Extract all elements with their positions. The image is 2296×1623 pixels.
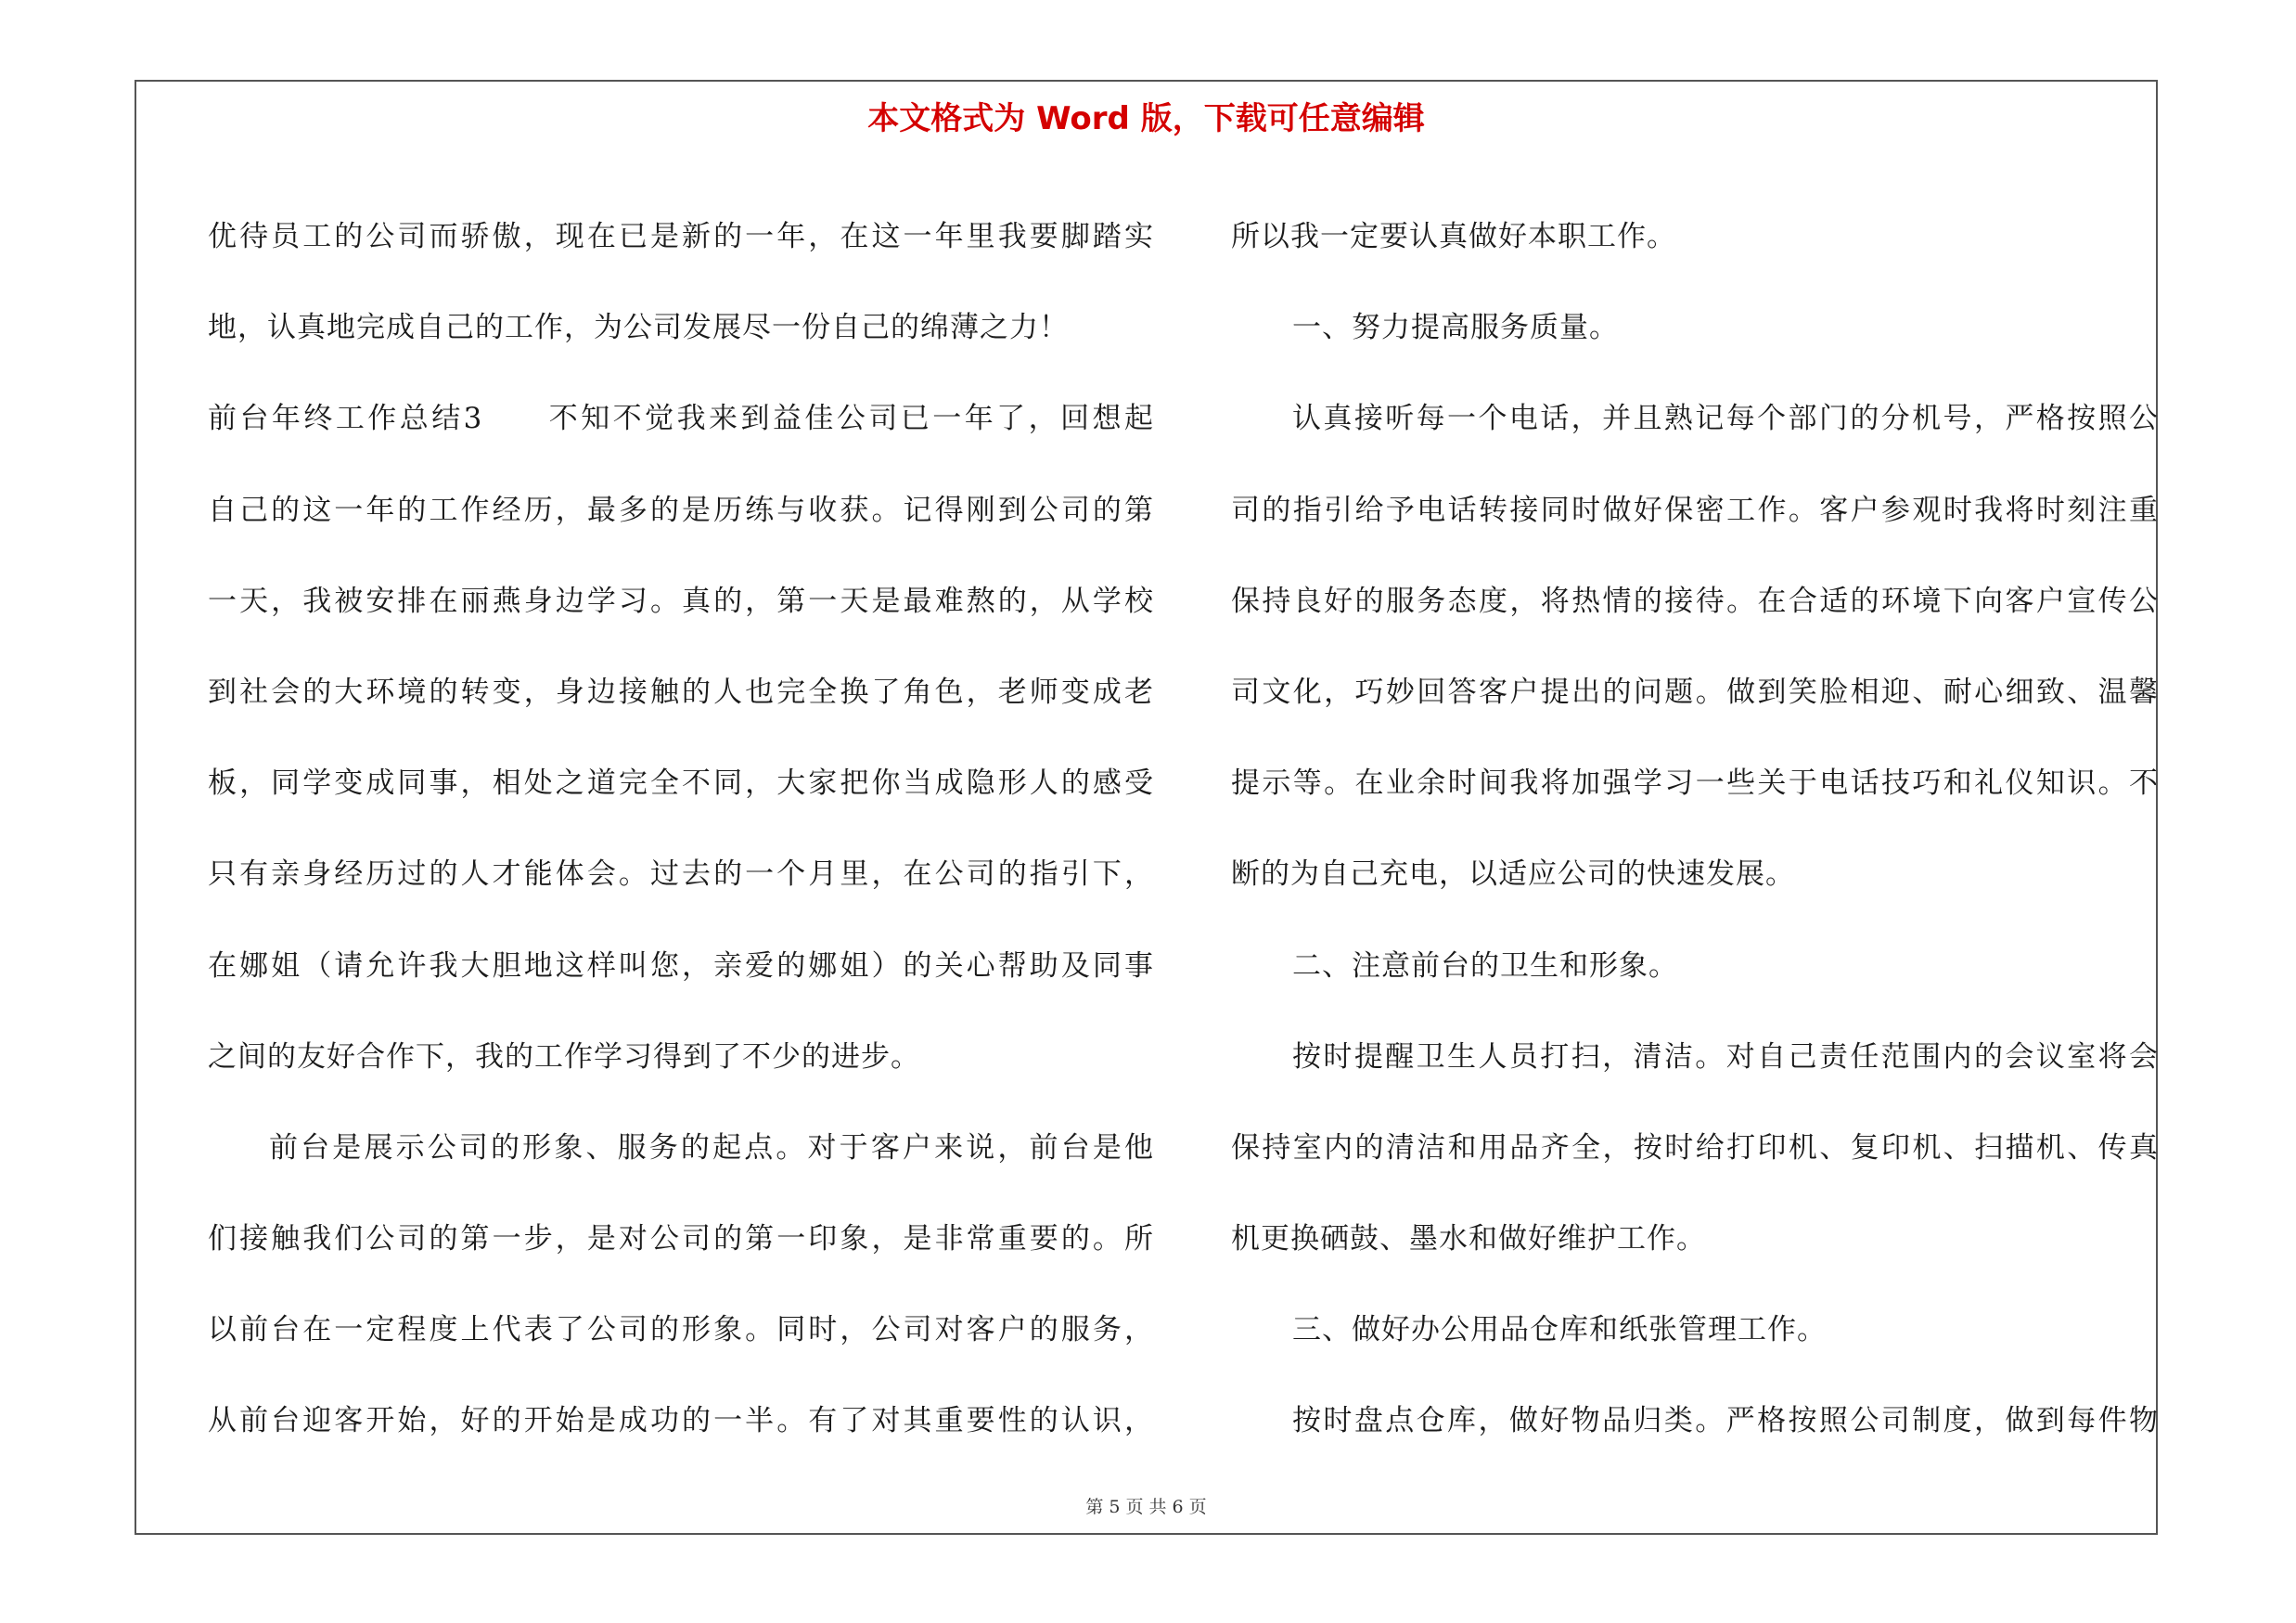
paragraph-start-line: 前台是展示公司的形象、服务的起点。对于客户来说，前台是他 [269,1130,1154,1165]
text-line: 优待员工的公司而骄傲，现在已是新的一年，在这一年里我要脚踏实 [208,220,1154,253]
text-line: 以前台在一定程度上代表了公司的形象。同时，公司对客户的服务， [208,1313,1154,1347]
text-line: 断的为自己充电，以适应公司的快速发展。 [1231,857,1795,892]
left-column [208,191,1154,1467]
text-line: 提示等。在业余时间我将加强学习一些关于电话技巧和礼仪知识。不 [1231,766,2159,801]
page-number-footer: 第 5 页 共 6 页 [1085,1497,1207,1517]
paragraph-start-line: 按时盘点仓库，做好物品归类。严格按照公司制度，做到每件物 [1292,1404,2159,1438]
text-line: 保持室内的清洁和用品齐全，按时给打印机、复印机、扫描机、传真 [1231,1130,2159,1165]
word-format-banner: 本文格式为 Word 版，下载可任意编辑 [867,100,1425,137]
paragraph-start-line: 认真接听每一个电话，并且熟记每个部门的分机号，严格按照公 [1292,402,2159,436]
text-line: 自己的这一年的工作经历，最多的是历练与收获。记得刚到公司的第 [208,493,1154,527]
page-frame [135,80,2158,1535]
text-line: 前台年终工作总结3 不知不觉我来到益佳公司已一年了，回想起 [208,402,1154,436]
text-line: 司文化，巧妙回答客户提出的问题。做到笑脸相迎、耐心细致、温馨 [1231,675,2159,709]
text-line: 保持良好的服务态度，将热情的接待。在合适的环境下向客户宣传公 [1231,584,2159,618]
section-heading: 二、注意前台的卫生和形象。 [1292,948,1678,983]
text-line: 之间的友好合作下，我的工作学习得到了不少的进步。 [208,1039,920,1074]
right-column [1231,191,2159,1467]
text-line: 们接触我们公司的第一步，是对公司的第一印象，是非常重要的。所 [208,1222,1154,1256]
text-line: 板，同学变成同事，相处之道完全不同，大家把你当成隐形人的感受 [208,766,1154,801]
paragraph-start-line: 按时提醒卫生人员打扫，清洁。对自己责任范围内的会议室将会 [1292,1039,2159,1074]
text-line: 在娜姐（请允许我大胆地这样叫您，亲爱的娜姐）的关心帮助及同事 [208,948,1154,983]
text-line: 机更换硒鼓、墨水和做好维护工作。 [1231,1222,1706,1256]
text-line: 从前台迎客开始，好的开始是成功的一半。有了对其重要性的认识， [208,1404,1154,1438]
text-line: 地，认真地完成自己的工作，为公司发展尽一份自己的绵薄之力！ [208,311,1069,345]
text-line: 到社会的大环境的转变，身边接触的人也完全换了角色，老师变成老 [208,675,1154,709]
section-heading: 三、做好办公用品仓库和纸张管理工作。 [1292,1313,1827,1347]
text-line: 只有亲身经历过的人才能体会。过去的一个月里，在公司的指引下， [208,857,1154,892]
section-heading: 一、努力提高服务质量。 [1292,311,1619,345]
text-line: 一天，我被安排在丽燕身边学习。真的，第一天是最难熬的，从学校 [208,584,1154,618]
text-line: 司的指引给予电话转接同时做好保密工作。客户参观时我将时刻注重 [1231,493,2159,527]
text-line: 所以我一定要认真做好本职工作。 [1231,220,1676,253]
